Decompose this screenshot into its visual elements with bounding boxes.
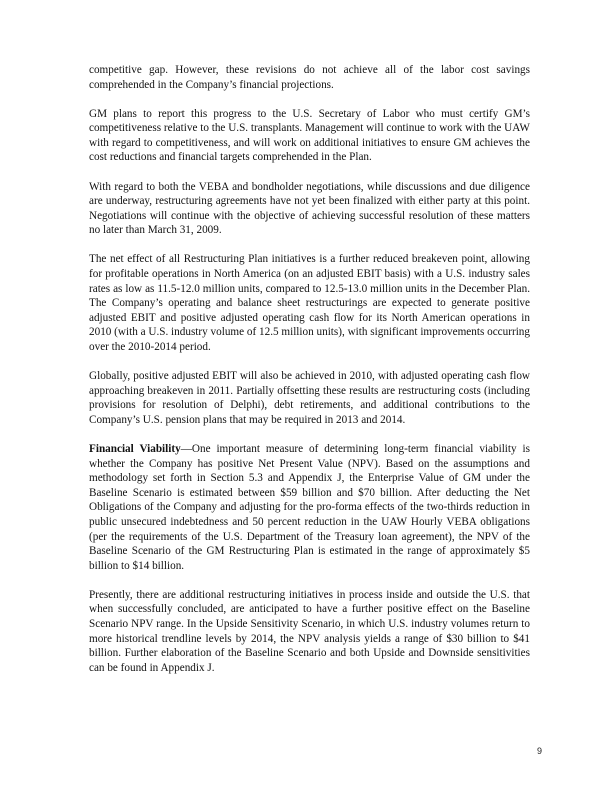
page-body — [89, 63, 530, 690]
financial-viability-heading: Financial Viability — [89, 442, 181, 455]
paragraph-globally: Globally, positive adjusted EBIT will also be achieved in 2010, with adjusted operating cash flow approaching breakeven in 2011. Partially offsetting these results are restructuring costs (including provisions for resolution of Delphi), debt retirements, and additional contributions to the Company’s U.S. pension plans that may be required in 2013 and 2014. — [89, 370, 530, 426]
financial-viability-body: —One important measure of determining long-term financial viability is whether the Company has positive Net Present Value (NPV). Based on the assumptions and methodology set forth in Section 5.3 and Appendix J, the Enterprise Value of GM under the Baseline Scenario is estimated between $59 billion and $70 billion. After deducting the Net Obligations of the Company and adjusting for the pro-forma effects of the two-thirds reduction in public unsecured indebtedness and 50 percent reduction in the UAW Hourly VEBA obligations (per the requirements of the U.S. Department of the Treasury loan agreement), the NPV of the Baseline Scenario of the GM Restructuring Plan is estimated in the range of approximately $5 billion to $14 billion. — [89, 442, 530, 572]
paragraph-secretary-of-labor: GM plans to report this progress to the U.S. Secretary of Labor who must certify GM’s competitiveness relative to the U.S. transplants. Management will continue to work with the UAW with regard to competitiveness, and will work on additional initiatives to ensure GM achieves the cost reductions and financial targets comprehended in the Plan. — [89, 107, 530, 164]
paragraph-financial-viability — [89, 442, 530, 573]
paragraph-net-effect: The net effect of all Restructuring Plan initiatives is a further reduced breakeven point, allowing for profitable operations in North America (on an adjusted EBIT basis) with a U.S. industry sales rates as low as 11.5-12.0 million units, compared to 12.5-13.0 million units in the December Plan. The Company’s operating and balance sheet restructurings are expected to generate positive adjusted EBIT and positive adjusted operating cash flow for its North American operations in 2010 (with a U.S. industry volume of 12.5 million units), with significant improvements occurring over the 2010-2014 period. — [89, 253, 530, 353]
paragraph-veba-bondholder: With regard to both the VEBA and bondholder negotiations, while discussions and due diligence are underway, restructuring agreements have not yet been finalized with either party at this point. Negotiations will continue with the objective of achieving successful resolution of these matters no later than March 31, 2009. — [89, 180, 530, 237]
page-number: 9 — [536, 746, 542, 756]
paragraph-competitive-gap: competitive gap. However, these revisions do not achieve all of the labor cost savings comprehended in the Company’s financial projections. — [89, 64, 530, 91]
paragraph-presently: Presently, there are additional restructuring initiatives in process inside and outside the U.S. that when successfully concluded, are anticipated to have a further positive effect on the Baseline Scenario NPV range. In the Upside Sensitivity Scenario, in which U.S. industry volumes return to more historical trendline levels by 2014, the NPV analysis yields a range of $30 billion to $41 billion. Further elaboration of the Baseline Scenario and both Upside and Downside sensitivities can be found in Appendix J. — [89, 588, 530, 674]
